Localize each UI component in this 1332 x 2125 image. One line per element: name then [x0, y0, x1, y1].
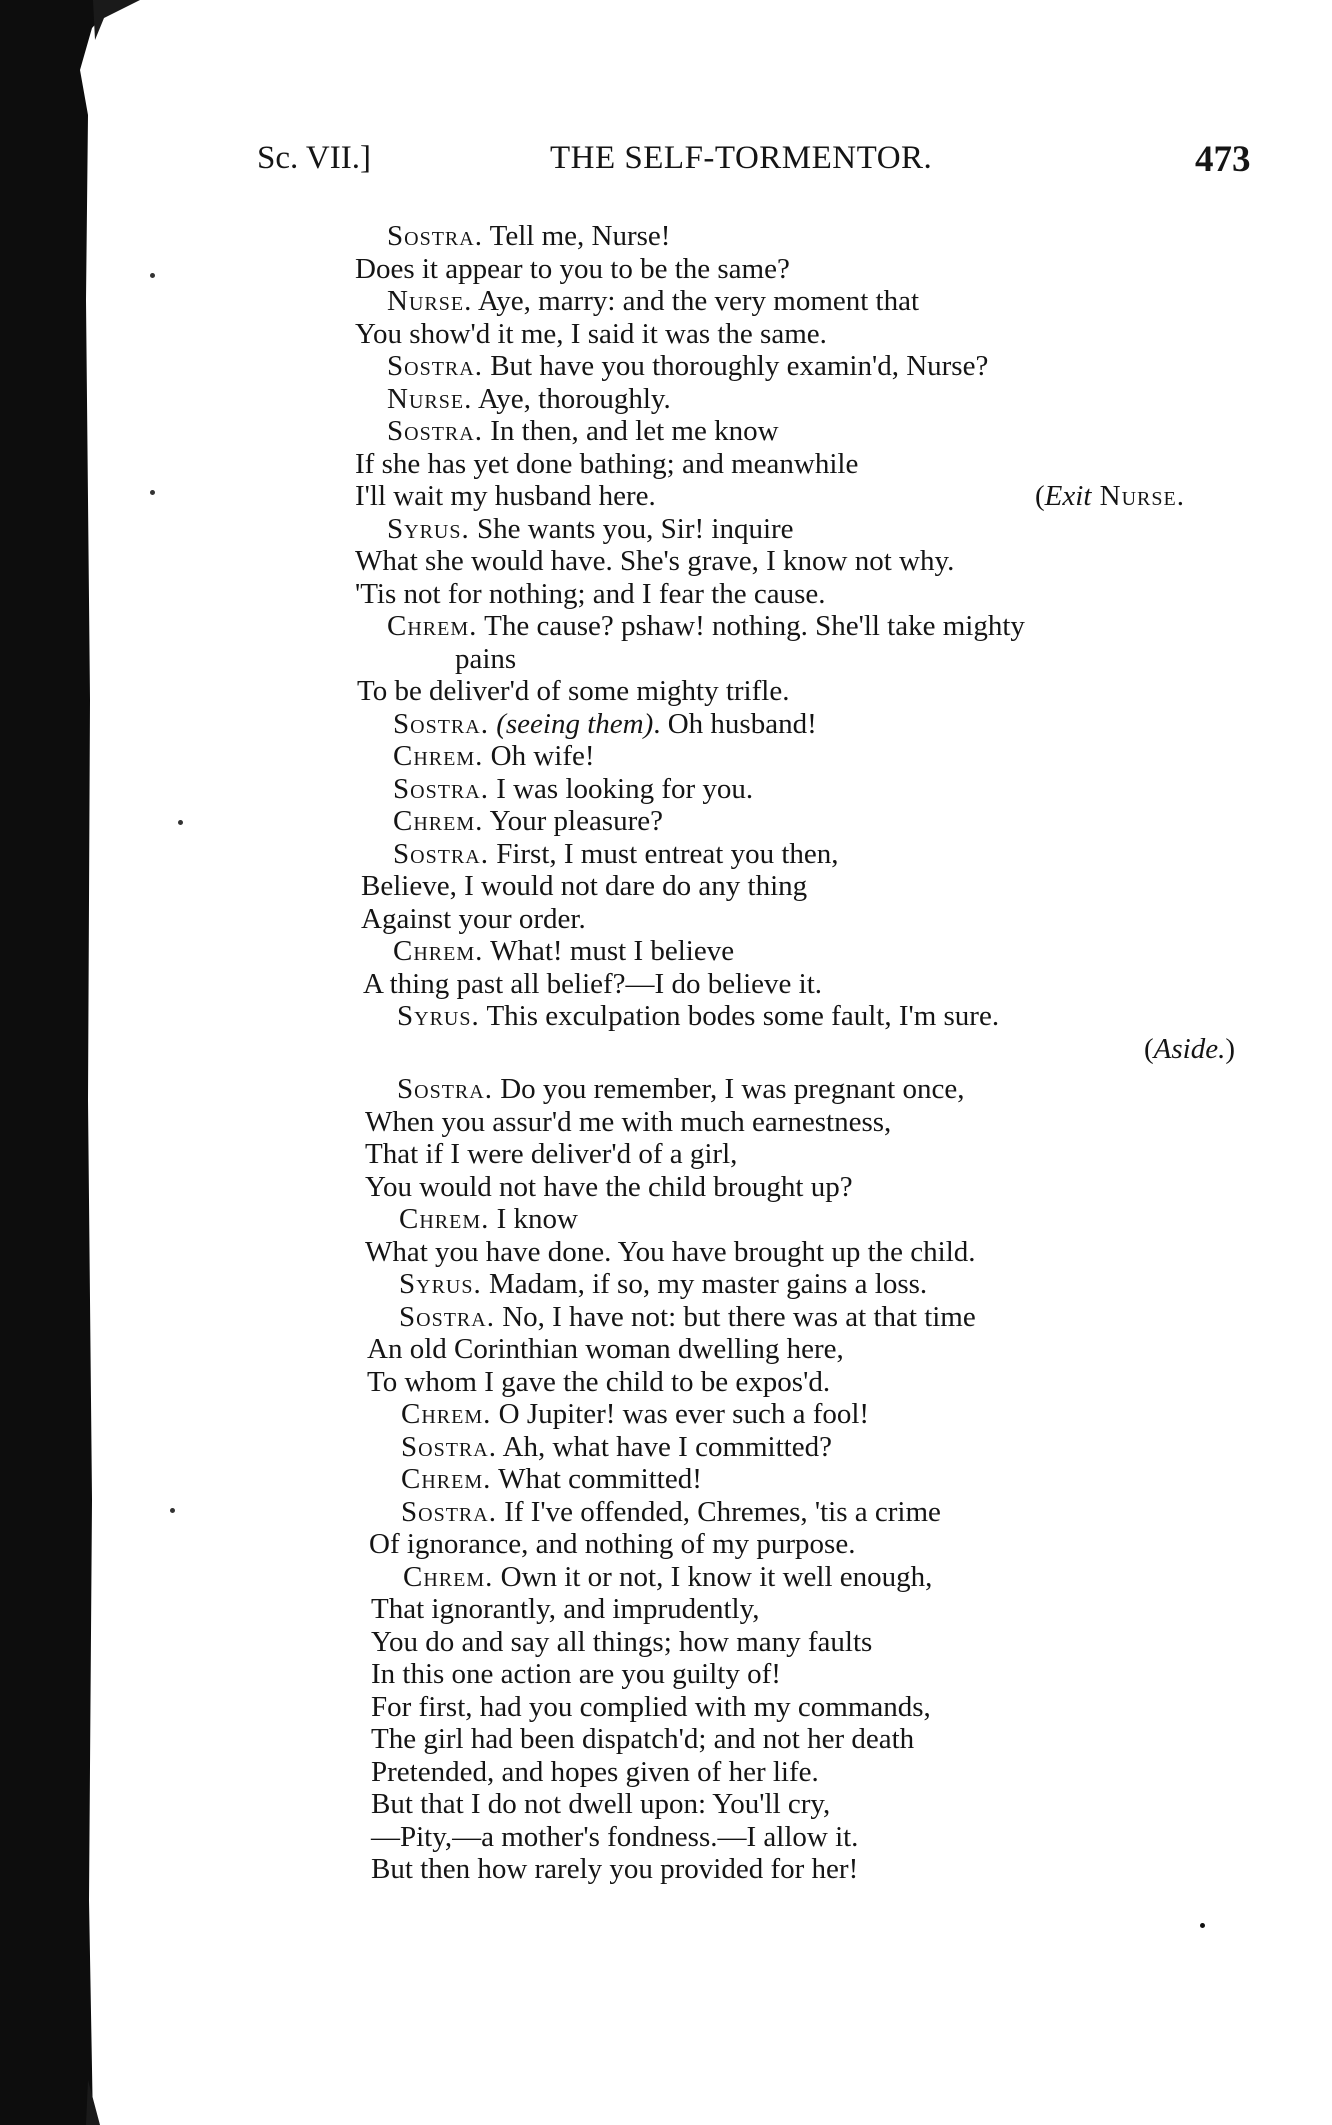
line-text: I know	[489, 1203, 578, 1235]
verse-line	[371, 1821, 1255, 1854]
line-text: Madam, if so, my master gains a loss.	[481, 1268, 928, 1300]
book-binding-edge	[0, 0, 140, 2125]
verse-line	[371, 1691, 1255, 1724]
line-text: I'll wait my husband here.	[355, 480, 656, 512]
line-text: Does it appear to you to be the same?	[355, 252, 790, 285]
speaker-name: Syrus.	[387, 512, 470, 545]
speaker-name: Chrem.	[399, 1203, 490, 1235]
speaker-name: Sostra.	[387, 415, 483, 447]
verse-line	[365, 1236, 1255, 1269]
verse-line	[393, 740, 1255, 773]
verse-line	[361, 870, 1255, 903]
speaker-name: Sostra.	[387, 350, 483, 382]
verse-line	[371, 1593, 1255, 1626]
line-text: Aye, marry: and the very moment that	[472, 285, 920, 317]
line-text: No, I have not: but there was at that time	[494, 1300, 976, 1333]
verse-line	[371, 1723, 1255, 1756]
line-text: Of ignorance, and nothing of my purpose.	[369, 1528, 856, 1560]
verse-line	[401, 1463, 1255, 1496]
verse-line	[371, 1853, 1255, 1886]
line-text: But then how rarely you provided for her!	[371, 1853, 859, 1885]
speaker-name: Sostra.	[393, 707, 489, 740]
verse-line	[387, 220, 1255, 253]
verse-line	[401, 1431, 1255, 1464]
line-text: The cause? pshaw! nothing. She'll take mighty	[477, 610, 1025, 642]
speaker-name: Sostra.	[393, 837, 489, 870]
verse-line	[387, 513, 1255, 546]
verse-line	[393, 935, 1255, 968]
line-text: What she would have. She's grave, I know not why.	[355, 545, 955, 577]
line-text: Own it or not, I know it well enough,	[493, 1560, 933, 1593]
verse-line	[403, 1561, 1255, 1594]
verse-line	[387, 350, 1255, 383]
line-text: To whom I gave the child to be expos'd.	[367, 1365, 831, 1398]
verse-line	[387, 383, 1255, 416]
running-header	[0, 140, 1332, 190]
play-text	[355, 220, 1255, 1886]
line-text: That if I were deliver'd of a girl,	[365, 1138, 738, 1170]
line-text: The girl had been dispatch'd; and not her death	[371, 1723, 915, 1755]
verse-line	[401, 1496, 1255, 1529]
verse-line	[371, 1788, 1255, 1821]
speaker-name: Sostra.	[393, 772, 489, 805]
speaker-name: Chrem.	[387, 610, 478, 642]
speaker-name: Chrem.	[401, 1463, 492, 1495]
verse-line	[393, 838, 1255, 871]
verse-line	[387, 415, 1255, 448]
line-text: For first, had you complied with my commands,	[371, 1690, 931, 1723]
line-text: Pretended, and hopes given of her life.	[371, 1755, 819, 1788]
speaker-name: Sostra.	[401, 1430, 497, 1463]
line-text: In then, and let me know	[482, 415, 779, 447]
print-speck	[170, 1508, 175, 1513]
verse-line	[399, 1268, 1255, 1301]
line-text: . Oh husband!	[653, 707, 817, 740]
verse-line	[455, 643, 1255, 676]
print-speck	[150, 490, 155, 495]
verse-line	[365, 1106, 1255, 1139]
speaker-name: Chrem.	[393, 805, 484, 837]
verse-line	[355, 480, 1255, 513]
line-text: pains	[455, 642, 517, 675]
verse-line	[355, 545, 1255, 578]
verse-line	[393, 773, 1255, 806]
verse-line	[367, 1333, 1255, 1366]
verse-line	[393, 805, 1255, 838]
speaker-name: Sostra.	[397, 1073, 493, 1105]
verse-line	[361, 903, 1255, 936]
line-text: You would not have the child brought up?	[365, 1170, 853, 1203]
speaker-name: Sostra.	[387, 220, 483, 252]
line-text: If I've offended, Chremes, 'tis a crime	[496, 1495, 941, 1528]
print-speck	[1200, 1923, 1205, 1928]
speaker-name: Syrus.	[399, 1268, 482, 1300]
line-text: To be deliver'd of some mighty trifle.	[357, 675, 790, 707]
verse-line	[371, 1658, 1255, 1691]
line-text: If she has yet done bathing; and meanwhile	[355, 447, 859, 480]
line-text: You show'd it me, I said it was the same.	[355, 317, 827, 350]
verse-line	[355, 578, 1255, 611]
verse-line	[369, 1528, 1255, 1561]
verse-line	[387, 285, 1255, 318]
verse-line	[371, 1756, 1255, 1789]
verse-line	[355, 318, 1255, 351]
speaker-name: Nurse.	[387, 285, 473, 317]
scene-marker: Sc. VII.]	[257, 140, 371, 176]
line-text: Against your order.	[361, 902, 586, 935]
page-number: 473	[1195, 139, 1251, 180]
stage-direction: (Exit Nurse.	[1035, 480, 1185, 512]
verse-line	[355, 448, 1255, 481]
line-text: When you assur'd me with much earnestness,	[365, 1105, 892, 1138]
speaker-name: Chrem.	[393, 740, 484, 772]
line-text: An old Corinthian woman dwelling here,	[367, 1333, 844, 1365]
verse-line	[365, 1171, 1255, 1204]
line-text: I was looking for you.	[488, 772, 754, 805]
speaker-name: Syrus.	[397, 1000, 480, 1032]
speaker-name: Chrem.	[393, 935, 484, 967]
line-text: This exculpation bodes some fault, I'm sure.	[479, 1000, 1000, 1032]
line-text: That ignorantly, and imprudently,	[371, 1593, 760, 1625]
line-text: Ah, what have I committed?	[496, 1430, 832, 1463]
running-title: THE SELF-TORMENTOR.	[550, 140, 933, 176]
line-text: A thing past all belief?—I do believe it.	[363, 967, 823, 1000]
speaker-name: Chrem.	[403, 1560, 494, 1593]
line-text: You do and say all things; how many faults	[371, 1625, 873, 1658]
line-text: Aye, thoroughly.	[472, 382, 671, 415]
line-text: Tell me, Nurse!	[482, 220, 671, 252]
line-text: —Pity,—a mother's fondness.—I allow it.	[371, 1820, 859, 1853]
line-text: What committed!	[491, 1463, 702, 1495]
verse-line	[363, 968, 1255, 1001]
speaker-name: Sostra.	[399, 1300, 495, 1333]
line-text: First, I must entreat you then,	[488, 837, 839, 870]
verse-line	[357, 675, 1255, 708]
line-text: What! must I believe	[483, 935, 735, 967]
print-speck	[178, 820, 183, 825]
speaker-name: Sostra.	[401, 1495, 497, 1528]
line-text: Do you remember, I was pregnant once,	[492, 1073, 965, 1105]
line-text: What you have done. You have brought up the child.	[365, 1235, 976, 1268]
speaker-name: Chrem.	[401, 1398, 492, 1430]
line-text: Oh wife!	[483, 740, 595, 772]
line-text: O Jupiter! was ever such a fool!	[491, 1398, 870, 1430]
speaker-name: Nurse.	[387, 382, 473, 415]
stage-direction: (seeing them)	[496, 707, 654, 740]
verse-line	[393, 708, 1255, 741]
line-text: She wants you, Sir! inquire	[469, 512, 794, 545]
line-text: Your pleasure?	[483, 805, 663, 837]
line-text: Believe, I would not dare do any thing	[361, 870, 808, 902]
line-text: But have you thoroughly examin'd, Nurse?	[482, 350, 989, 382]
print-speck	[150, 273, 155, 278]
verse-line	[355, 253, 1255, 286]
verse-line	[365, 1138, 1255, 1171]
verse-line	[397, 1000, 1255, 1033]
verse-line	[397, 1073, 1255, 1106]
line-text: But that I do not dwell upon: You'll cry,	[371, 1788, 831, 1820]
verse-line	[399, 1301, 1255, 1334]
line-text: 'Tis not for nothing; and I fear the cause.	[355, 577, 826, 610]
verse-line	[371, 1626, 1255, 1659]
verse-line	[367, 1366, 1255, 1399]
line-text: In this one action are you guilty of!	[371, 1658, 781, 1690]
stage-direction-aside: (Aside.)	[1143, 1032, 1235, 1065]
verse-line	[399, 1203, 1255, 1236]
verse-line	[355, 1033, 1255, 1066]
verse-line	[401, 1398, 1255, 1431]
verse-line	[387, 610, 1255, 643]
